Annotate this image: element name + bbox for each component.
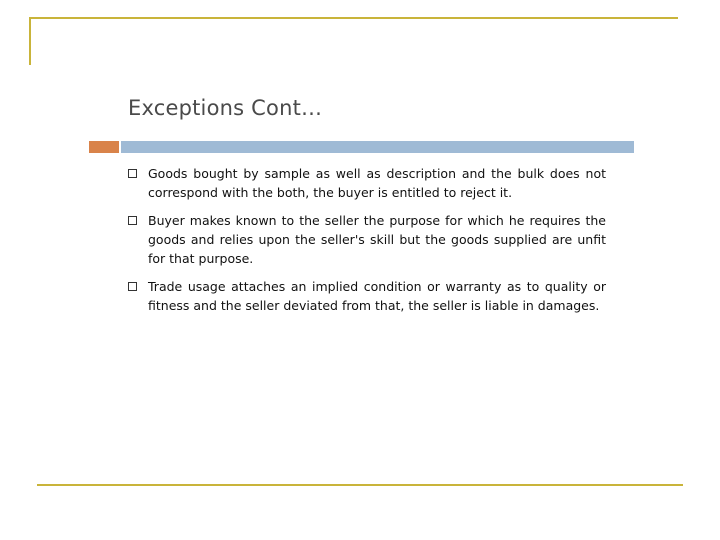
square-bullet-icon	[128, 282, 137, 291]
list-item	[128, 277, 606, 315]
square-bullet-icon	[128, 169, 137, 178]
slide-title: Exceptions Cont…	[128, 96, 323, 120]
bullet-text: Buyer makes known to the seller the purpose for which he requires the goods and relies upon the seller's skill but the goods supplied are unfit for that purpose.	[148, 213, 606, 266]
bullet-text: Goods bought by sample as well as description and the bulk does not correspond with the both, the buyer is entitled to reject it.	[148, 166, 606, 200]
list-item	[128, 164, 606, 202]
title-underline-bar	[121, 141, 634, 153]
frame-left-line	[29, 17, 31, 65]
frame-bottom-line	[37, 484, 683, 486]
square-bullet-icon	[128, 216, 137, 225]
list-item	[128, 211, 606, 268]
bullet-text: Trade usage attaches an implied condition or warranty as to quality or fitness and the seller deviated from that, the seller is liable in damages.	[148, 279, 606, 313]
bullet-list	[128, 164, 606, 324]
title-accent-bar	[89, 141, 119, 153]
frame-top-line	[30, 17, 678, 19]
